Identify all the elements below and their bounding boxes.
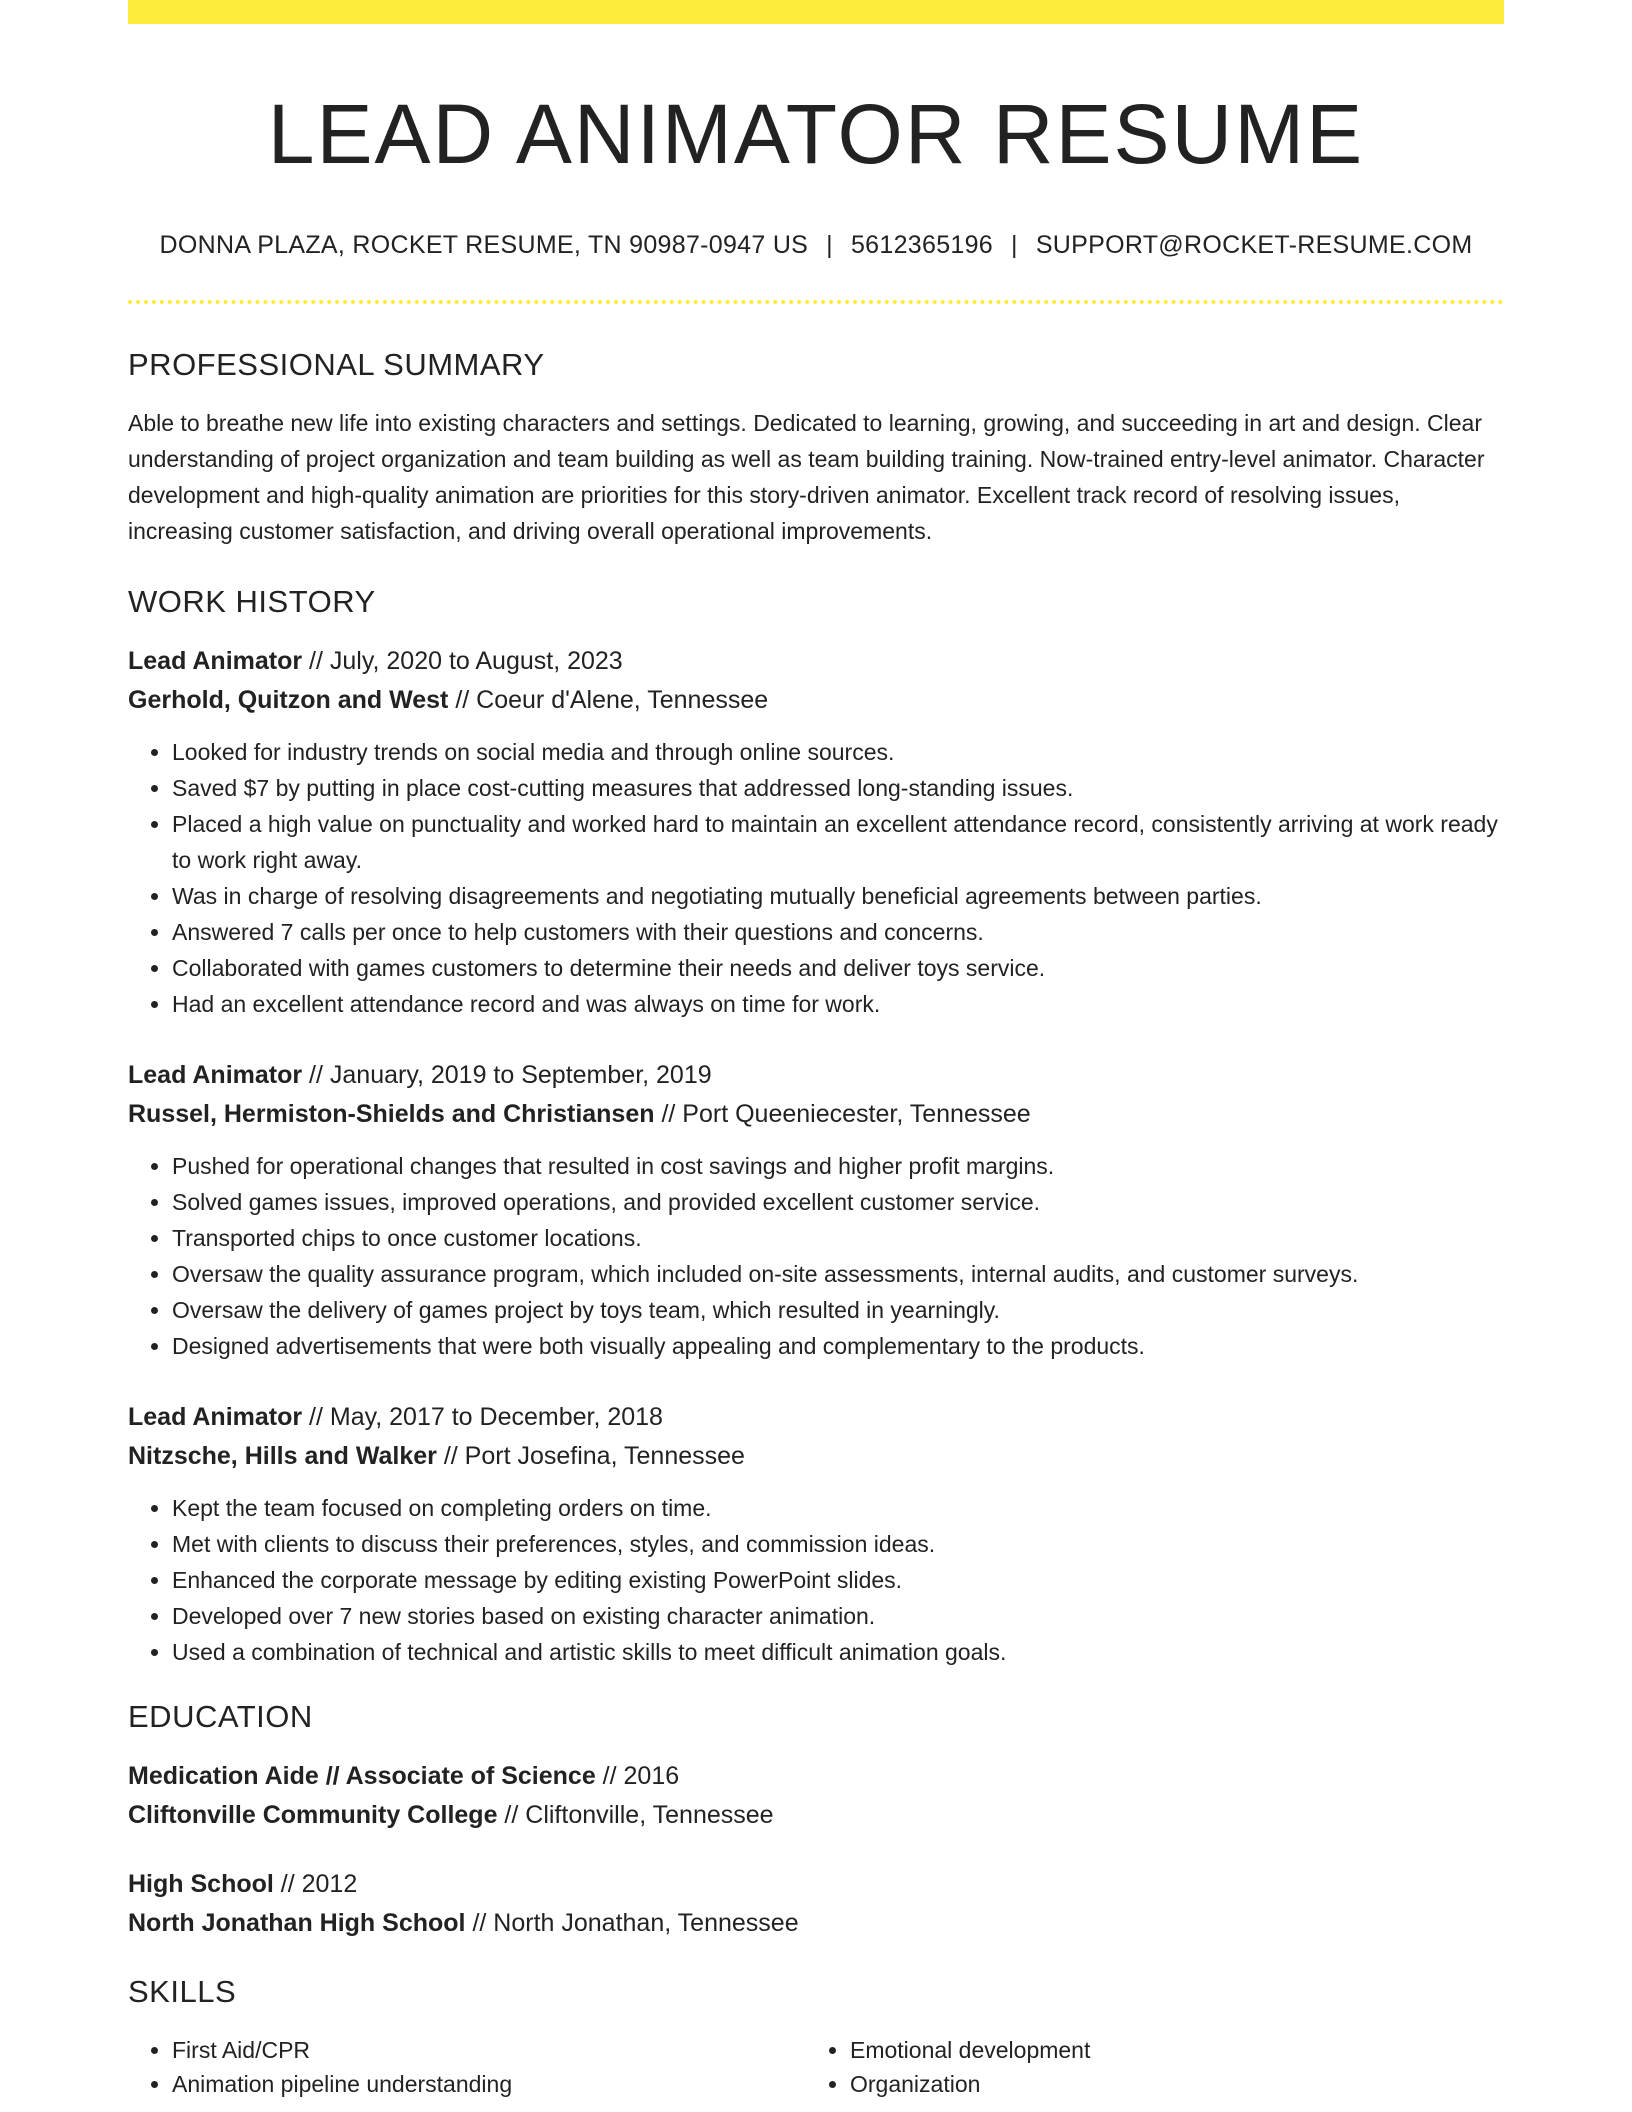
education-location: // Cliftonville, Tennessee (497, 1801, 774, 1830)
education-school-line (128, 1796, 1504, 1835)
job-bullet: • Oversaw the delivery of games project by toys team, which resulted in yearningly. (172, 1292, 1504, 1328)
education-year: // 2012 (273, 1870, 358, 1899)
job-company: Russel, Hermiston-Shields and Christiansen (128, 1100, 655, 1129)
education-degree-line (128, 1865, 1504, 1904)
job-bullets (128, 734, 1504, 1022)
job-bullet: • Placed a high value on punctuality and worked hard to maintain an excellent attendance record, consistently arriving at work ready to work right away. (172, 806, 1504, 878)
summary-heading: PROFESSIONAL SUMMARY (128, 346, 545, 382)
job-title: Lead Animator (128, 1061, 303, 1090)
job-bullets (128, 1148, 1504, 1364)
job-bullet: • Transported chips to once customer locations. (172, 1220, 1504, 1256)
contact-line (128, 231, 1504, 260)
job-company-line (128, 681, 1504, 720)
education-school: North Jonathan High School (128, 1909, 466, 1938)
job-title: Lead Animator (128, 1403, 303, 1432)
contact-email: SUPPORT@ROCKET-RESUME.COM (1035, 230, 1473, 259)
job-location: // Port Queeniecester, Tennessee (654, 1100, 1031, 1129)
job-bullets (128, 1490, 1504, 1670)
job-bullet: • Answered 7 calls per once to help customers with their questions and concerns. (172, 914, 1504, 950)
job-company: Gerhold, Quitzon and West (128, 686, 449, 715)
skill-item: • First Aid/CPR (172, 2033, 806, 2067)
job-bullet: • Kept the team focused on completing orders on time. (172, 1490, 1504, 1526)
skills-heading: SKILLS (128, 1974, 237, 2010)
education-entry (128, 1865, 1504, 1943)
job-title-line (128, 642, 1504, 681)
job-entry (128, 642, 1504, 1022)
job-bullet: • Used a combination of technical and artistic skills to meet difficult animation goals. (172, 1634, 1504, 1670)
job-entry (128, 1056, 1504, 1364)
skills-left-column (128, 2033, 806, 2101)
job-entry (128, 1398, 1504, 1670)
contact-address: DONNA PLAZA, ROCKET RESUME, TN 90987-0947 US (159, 230, 809, 259)
skill-item: • Animation pipeline understanding (172, 2067, 806, 2101)
job-bullet: • Saved $7 by putting in place cost-cutting measures that addressed long-standing issues. (172, 770, 1504, 806)
job-location: // Port Josefina, Tennessee (436, 1442, 745, 1471)
job-company-line (128, 1437, 1504, 1476)
job-bullet: • Met with clients to discuss their preferences, styles, and commission ideas. (172, 1526, 1504, 1562)
dotted-divider (128, 300, 1504, 304)
accent-bar (128, 0, 1504, 24)
job-location: // Coeur d'Alene, Tennessee (448, 686, 769, 715)
contact-separator: | (826, 230, 833, 259)
job-bullet: • Designed advertisements that were both visually appealing and complementary to the products. (172, 1328, 1504, 1364)
job-title-line (128, 1056, 1504, 1095)
resume-title: LEAD ANIMATOR RESUME (267, 87, 1365, 181)
contact-separator: | (1011, 230, 1018, 259)
job-title-line (128, 1398, 1504, 1437)
skills-right-column (806, 2033, 1484, 2101)
job-bullet: • Pushed for operational changes that resulted in cost savings and higher profit margins. (172, 1148, 1504, 1184)
job-company: Nitzsche, Hills and Walker (128, 1442, 437, 1471)
job-bullet: • Enhanced the corporate message by editing existing PowerPoint slides. (172, 1562, 1504, 1598)
job-bullet: • Was in charge of resolving disagreements and negotiating mutually beneficial agreements between parties. (172, 878, 1504, 914)
summary-text: Able to breathe new life into existing characters and settings. Dedicated to learning, growing, and succeeding in art and design. Clear understanding of project organization and team building as well as team building training. Now-trained entry-level animator. Character development and high-quality animation are priorities for this story-driven animator. Excellent track record of resolving issues, increasing customer satisfaction, and driving overall operational improvements. (128, 409, 1485, 544)
job-bullet: • Solved games issues, improved operations, and provided excellent customer service. (172, 1184, 1504, 1220)
education-entry (128, 1757, 1504, 1835)
education-school: Cliftonville Community College (128, 1801, 498, 1830)
job-bullet: • Oversaw the quality assurance program, which included on-site assessments, internal audits, and customer surveys. (172, 1256, 1504, 1292)
job-bullet: • Developed over 7 new stories based on existing character animation. (172, 1598, 1504, 1634)
skills-columns (128, 2033, 1504, 2101)
education-year: // 2016 (595, 1762, 680, 1791)
job-bullet: • Had an excellent attendance record and was always on time for work. (172, 986, 1504, 1022)
education-location: // North Jonathan, Tennessee (465, 1909, 799, 1938)
job-bullet: • Looked for industry trends on social media and through online sources. (172, 734, 1504, 770)
contact-phone: 5612365196 (850, 230, 994, 259)
job-dates: // July, 2020 to August, 2023 (302, 647, 623, 676)
job-dates: // January, 2019 to September, 2019 (302, 1061, 712, 1090)
work-history-heading: WORK HISTORY (128, 583, 376, 619)
job-bullet: • Collaborated with games customers to determine their needs and deliver toys service. (172, 950, 1504, 986)
education-heading: EDUCATION (128, 1699, 313, 1735)
education-school-line (128, 1904, 1504, 1943)
education-degree-line (128, 1757, 1504, 1796)
skill-item: • Organization (850, 2067, 1484, 2101)
resume-page (128, 0, 1504, 2101)
job-dates: // May, 2017 to December, 2018 (302, 1403, 663, 1432)
job-company-line (128, 1095, 1504, 1134)
job-title: Lead Animator (128, 647, 303, 676)
education-degree: Medication Aide // Associate of Science (128, 1762, 596, 1791)
education-degree: High School (128, 1870, 274, 1899)
skill-item: • Emotional development (850, 2033, 1484, 2067)
